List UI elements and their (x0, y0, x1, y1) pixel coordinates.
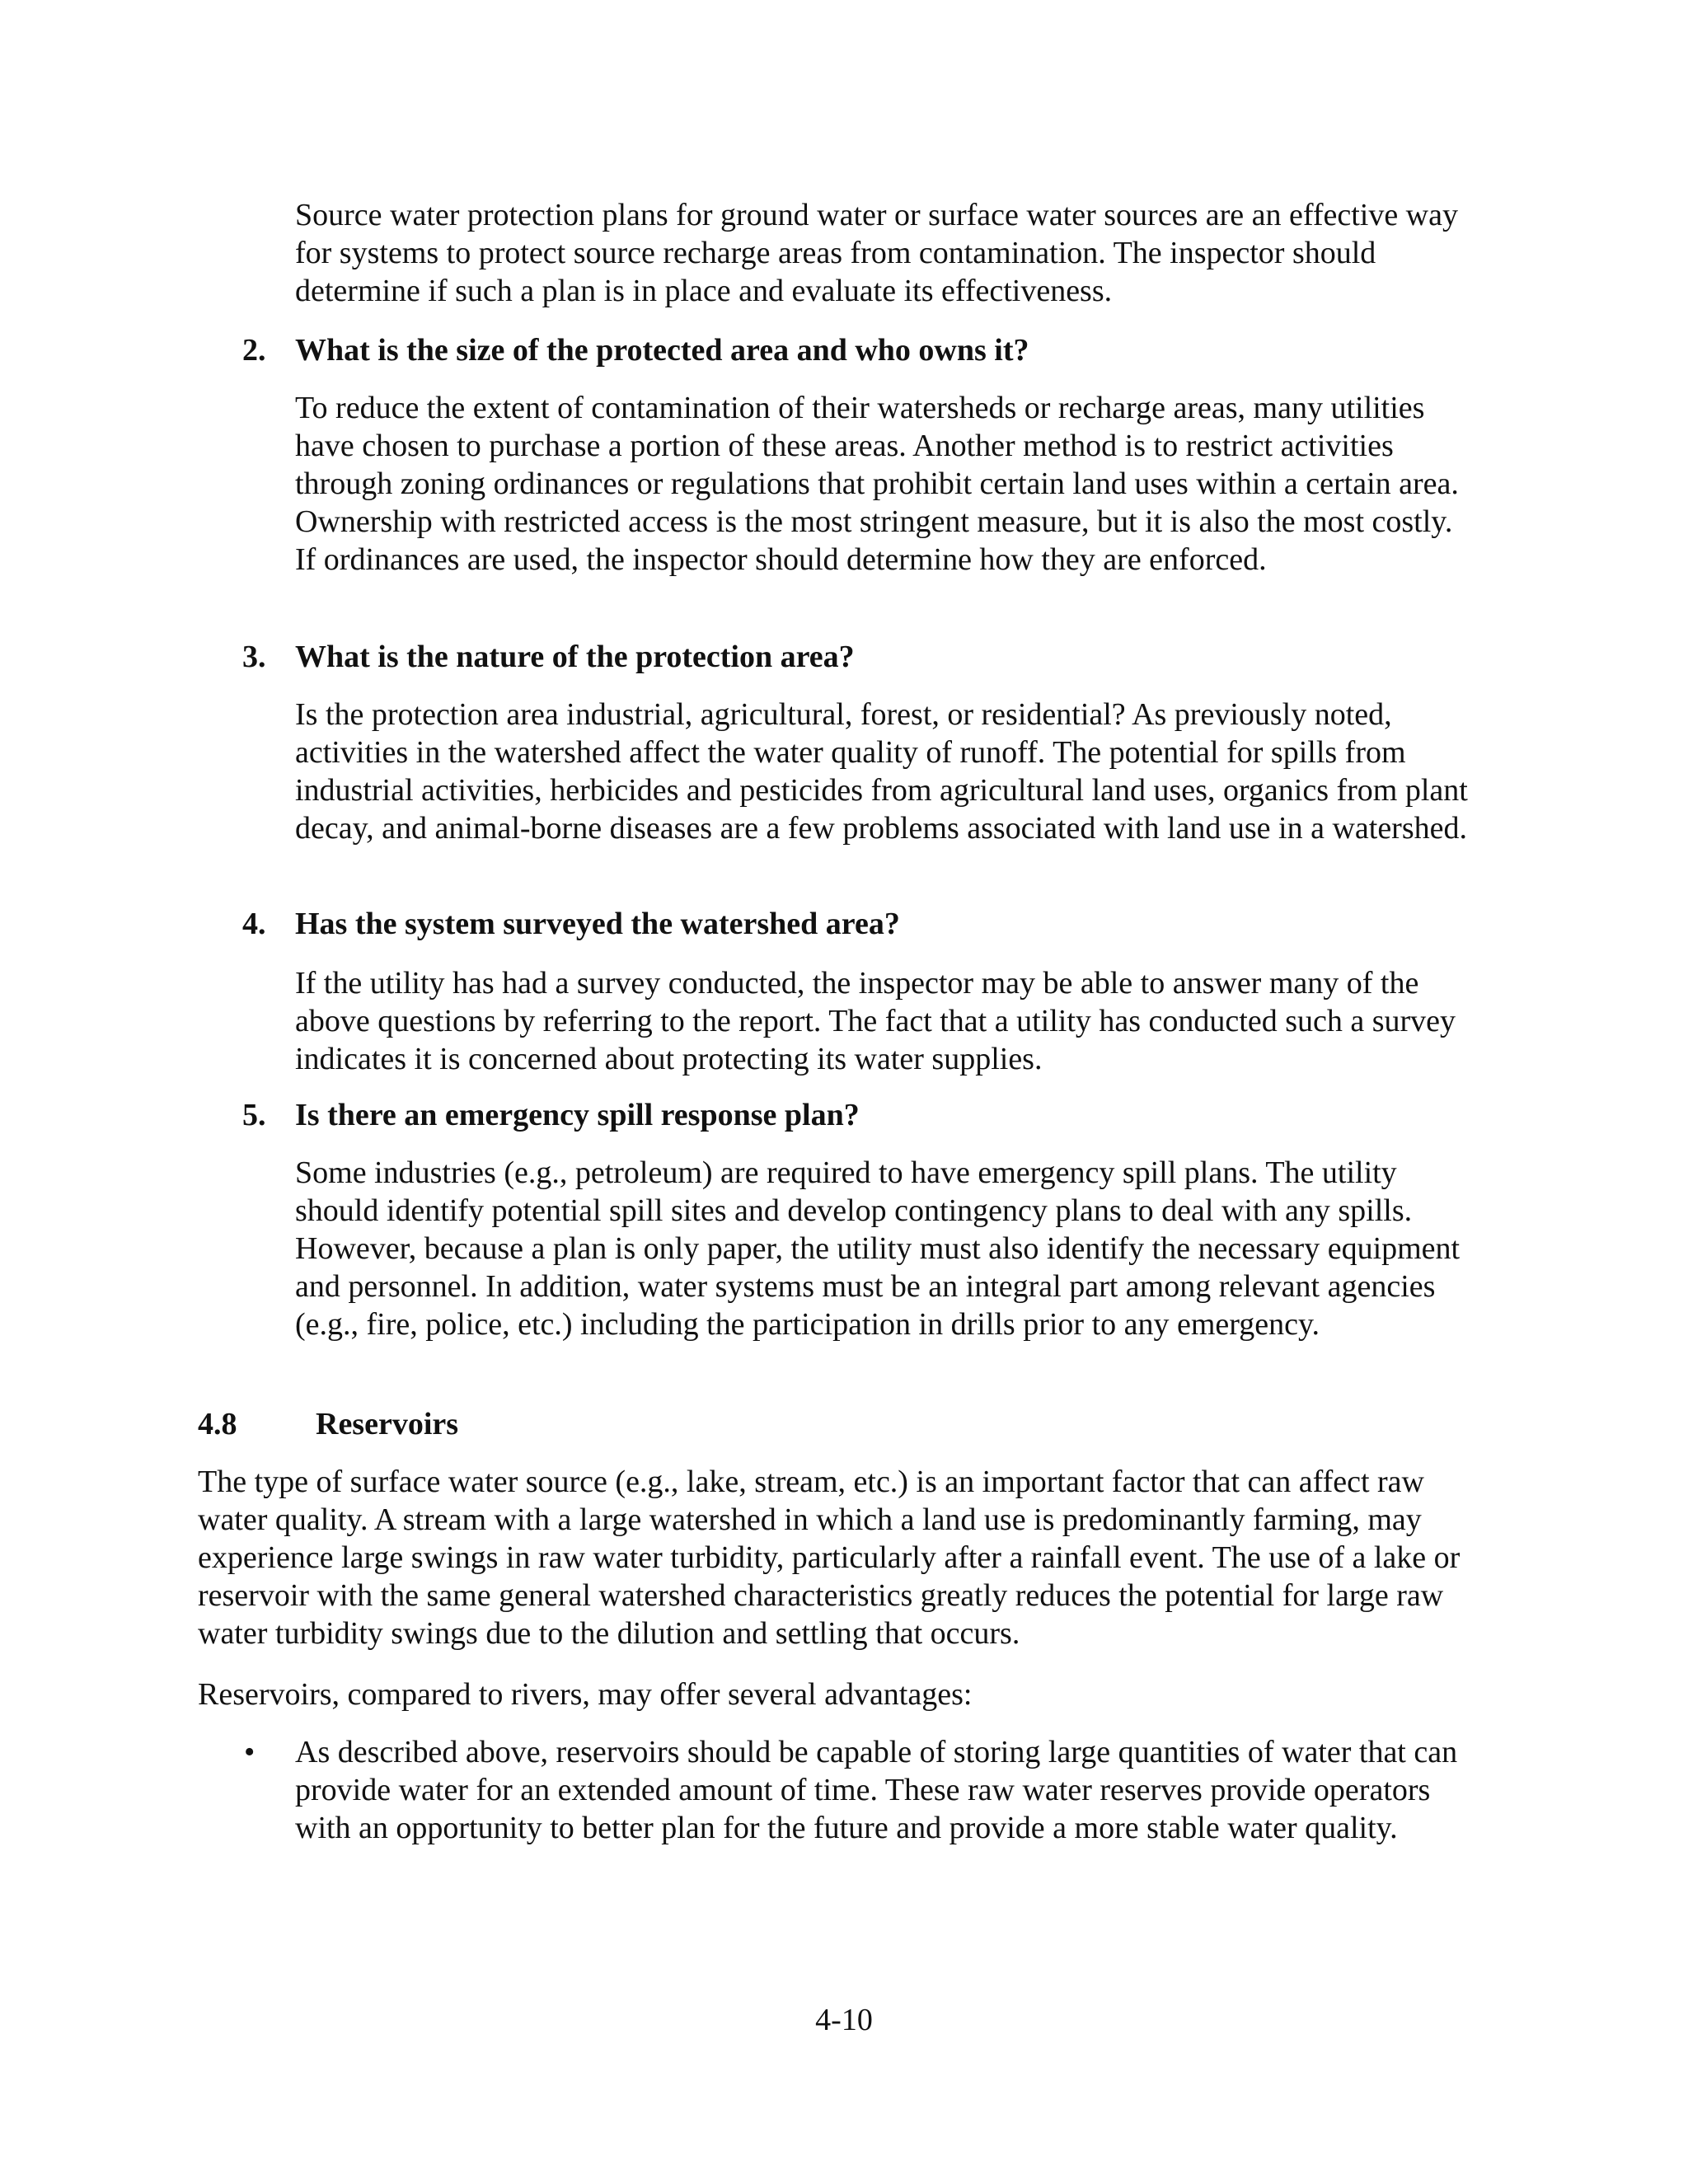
section-paragraph-2: Reservoirs, compared to rivers, may offer several advantages: (198, 1677, 973, 1712)
question-4-body: If the utility has had a survey conducted, the inspector may be able to answer many of the above questions by referring to the report. The fact that a utility has conducted such a survey indicates it is concerned about protecting its water supplies. (295, 966, 1456, 1076)
question-3-title: What is the nature of the protection area? (295, 640, 855, 674)
bullet-item: As described above, reservoirs should be capable of storing large quantities of water that can provide water for an extended amount of time. These raw water reserves provide operators with an opportunity to better plan for the future and provide a more stable water quality. (295, 1735, 1458, 1845)
intro-paragraph: Source water protection plans for ground water or surface water sources are an effective way for systems to protect source recharge areas from contamination. The inspector should determine if such a plan is in place and evaluate its effectiveness. (295, 198, 1458, 308)
section-paragraph-1: The type of surface water source (e.g., lake, stream, etc.) is an important factor that can affect raw water quality. A stream with a large watershed in which a land use is predominantly farming, may experience large swings in raw water turbidity, particularly after a rainfall event. The use of a lake or reservoir with the same general watershed characteristics greatly reduces the potential for large raw water turbidity swings due to the dilution and settling that occurs. (198, 1465, 1461, 1651)
page-number: 4-10 (815, 2003, 873, 2037)
question-3-number: 3. (242, 640, 266, 674)
section-heading: Reservoirs (316, 1407, 459, 1441)
question-5-body: Some industries (e.g., petroleum) are required to have emergency spill plans. The utility should identify potential spill sites and develop contingency plans to deal with any spills. However, because a plan is only paper, the utility must also identify the necessary equipment and personnel. In addition, water systems must be an integral part among relevant agencies (e.g., fire, police, etc.) including the participation in drills prior to any emergency. (295, 1155, 1461, 1342)
question-2-number: 2. (242, 333, 266, 368)
question-3-body: Is the protection area industrial, agricultural, forest, or residential? As previously noted, activities in the watershed affect the water quality of runoff. The potential for spills from industrial activities, herbicides and pesticides from agricultural land uses, organics from plant decay, and animal-borne diseases are a few problems associated with land use in a watershed. (295, 697, 1468, 846)
question-4-title: Has the system surveyed the watershed area? (295, 907, 900, 941)
bullet-marker: • (244, 1735, 256, 1769)
section-number: 4.8 (198, 1407, 237, 1441)
question-4-number: 4. (242, 907, 266, 941)
question-5-title: Is there an emergency spill response plan? (295, 1098, 860, 1132)
question-2-title: What is the size of the protected area and who owns it? (295, 333, 1029, 368)
question-5-number: 5. (242, 1098, 266, 1132)
question-2-body: To reduce the extent of contamination of their watersheds or recharge areas, many utilities have chosen to purchase a portion of these areas. Another method is to restrict activities through zoning ordinances or regulations that prohibit certain land uses within a certain area. Ownership with restricted access is the most stringent measure, but it is also the most costly. If ordinances are used, the inspector should determine how they are enforced. (295, 391, 1459, 577)
